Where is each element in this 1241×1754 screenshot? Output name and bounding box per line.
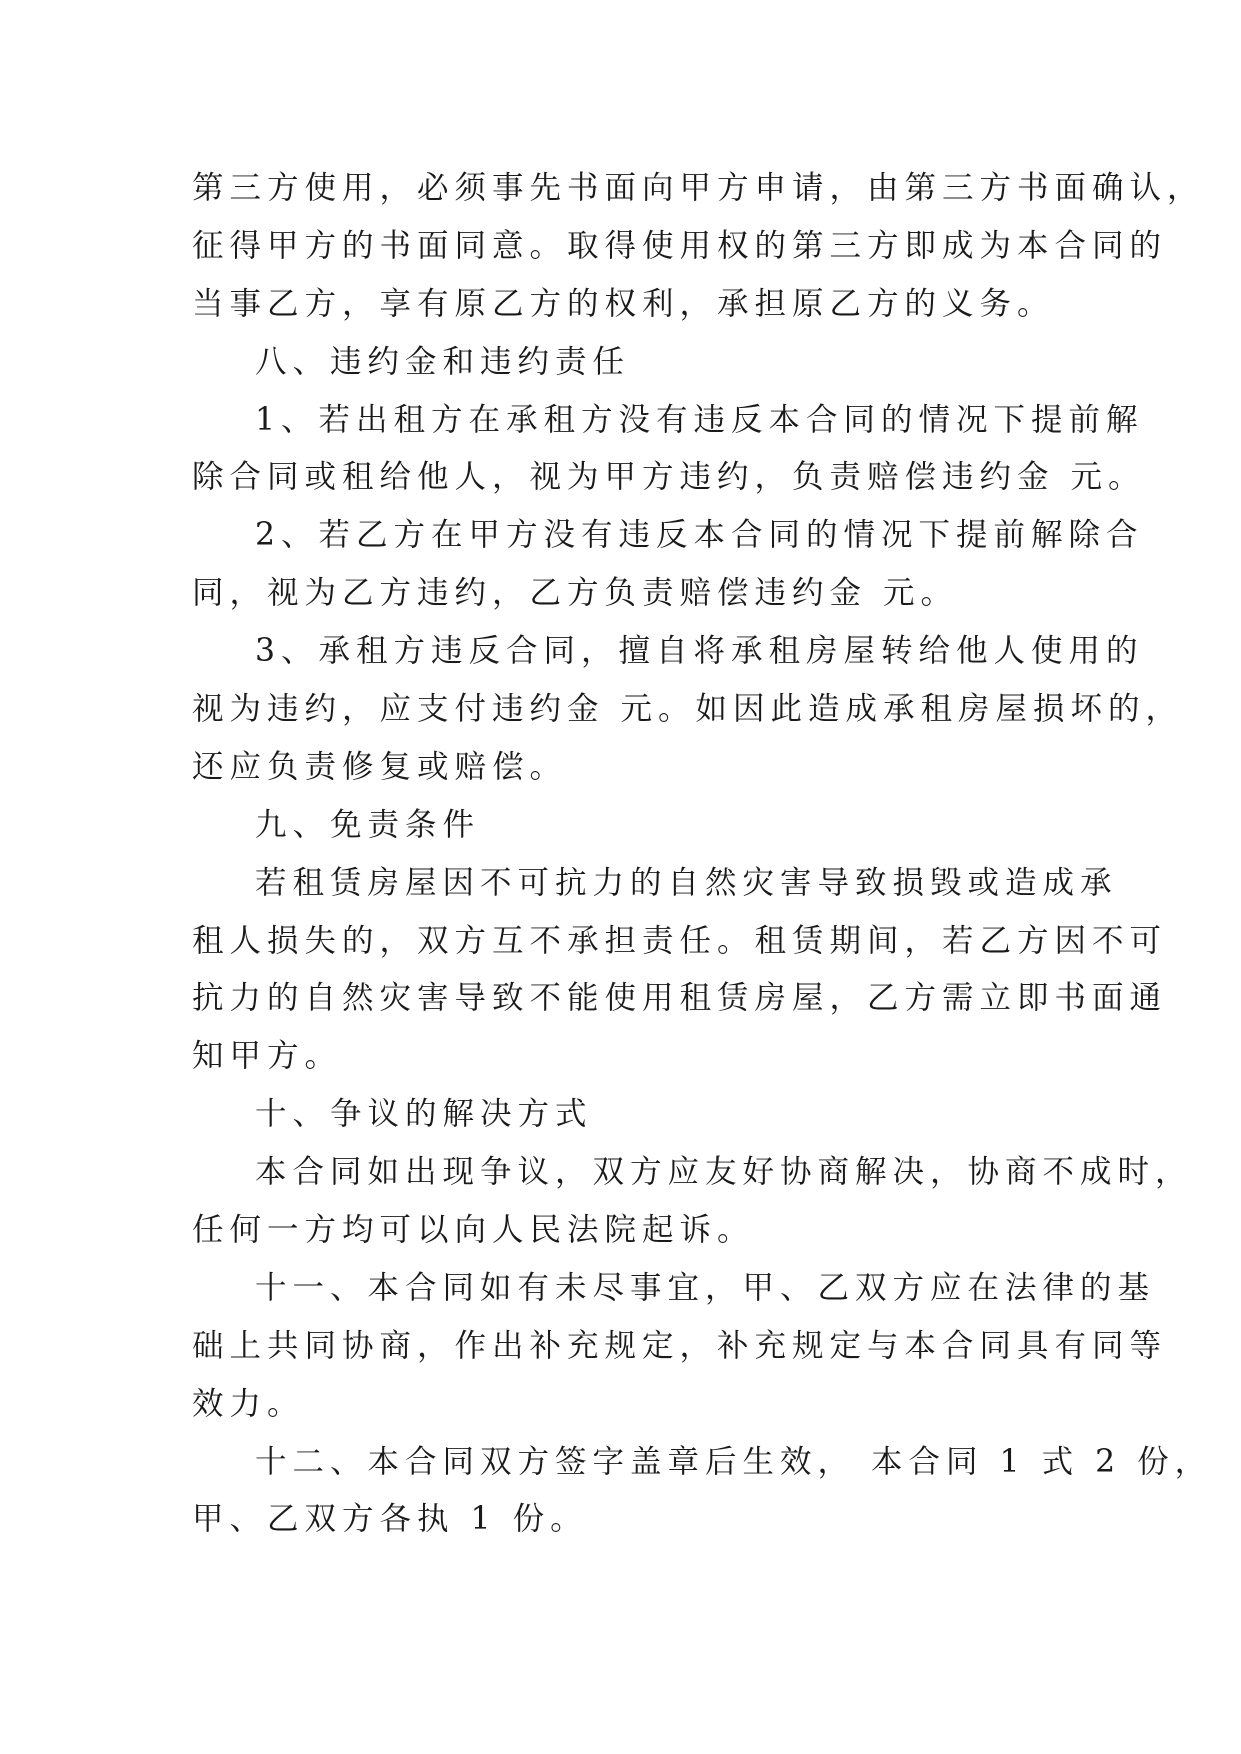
text-line: 租人损失的，双方互不承担责任。租赁期间，若乙方因不可 [192,922,1168,959]
clause-8-1 [192,392,1146,508]
heading-section-9 [192,797,1052,855]
text-line: 2、若乙方在甲方没有违反本合同的情况下提前解除合 [255,517,1144,554]
text-line: 任何一方均可以向人民法院起诉。 [192,1212,755,1249]
text-line: 八、违约金和违约责任 [255,343,631,380]
text-line: 视为违约，应支付违约金 元。如因此造成承租房屋损坏的， [192,691,1184,728]
clause-8-3 [192,623,1184,797]
text-line: 效力。 [192,1385,305,1422]
para-transfer-third-party [192,160,1205,334]
text-line: 征得甲方的书面同意。取得使用权的第三方即成为本合同的 [192,227,1168,264]
text-line: 同，视为乙方违约，乙方负责赔偿违约金 元。 [192,575,959,612]
text-line: 若租赁房屋因不可抗力的自然灾害导致损毁或造成承 [255,864,1118,901]
text-line: 抗力的自然灾害导致不能使用租赁房屋，乙方需立即书面通 [192,980,1168,1017]
clause-10 [192,1144,1193,1260]
text-line: 1、若出租方在承租方没有违反本合同的情况下提前解 [255,401,1144,438]
text-line: 除合同或租给他人，视为甲方违约，负责赔偿违约金 元。 [192,459,1146,496]
text-line: 当事乙方，享有原乙方的权利，承担原乙方的义务。 [192,285,1055,322]
contract-body [192,160,1213,1549]
text-line: 九、免责条件 [255,806,481,843]
text-line: 3、承租方违反合同，擅自将承租房屋转给他人使用的 [255,633,1144,670]
heading-section-10 [192,1086,1052,1144]
text-line: 本合同如出现争议，双方应友好协商解决，协商不成时， [255,1154,1193,1191]
text-line: 还应负责修复或赔偿。 [192,748,568,785]
text-line: 十二、本合同双方签字盖章后生效， 本合同 1 式 2 份， [255,1443,1213,1480]
clause-11 [192,1260,1168,1434]
clause-8-2 [192,507,1144,623]
clause-9 [192,855,1168,1087]
text-line: 十、争议的解决方式 [255,1096,593,1133]
heading-section-8 [192,334,1052,392]
clause-12 [192,1434,1213,1550]
text-line: 知甲方。 [192,1038,343,1075]
text-line: 十一、本合同如有未尽事宜，甲、乙双方应在法律的基 [255,1269,1156,1306]
text-line: 第三方使用，必须事先书面向甲方申请，由第三方书面确认， [192,170,1205,206]
text-line: 础上共同协商，作出补充规定，补充规定与本合同具有同等 [192,1327,1168,1364]
text-line: 甲、乙双方各执 1 份。 [192,1501,588,1538]
